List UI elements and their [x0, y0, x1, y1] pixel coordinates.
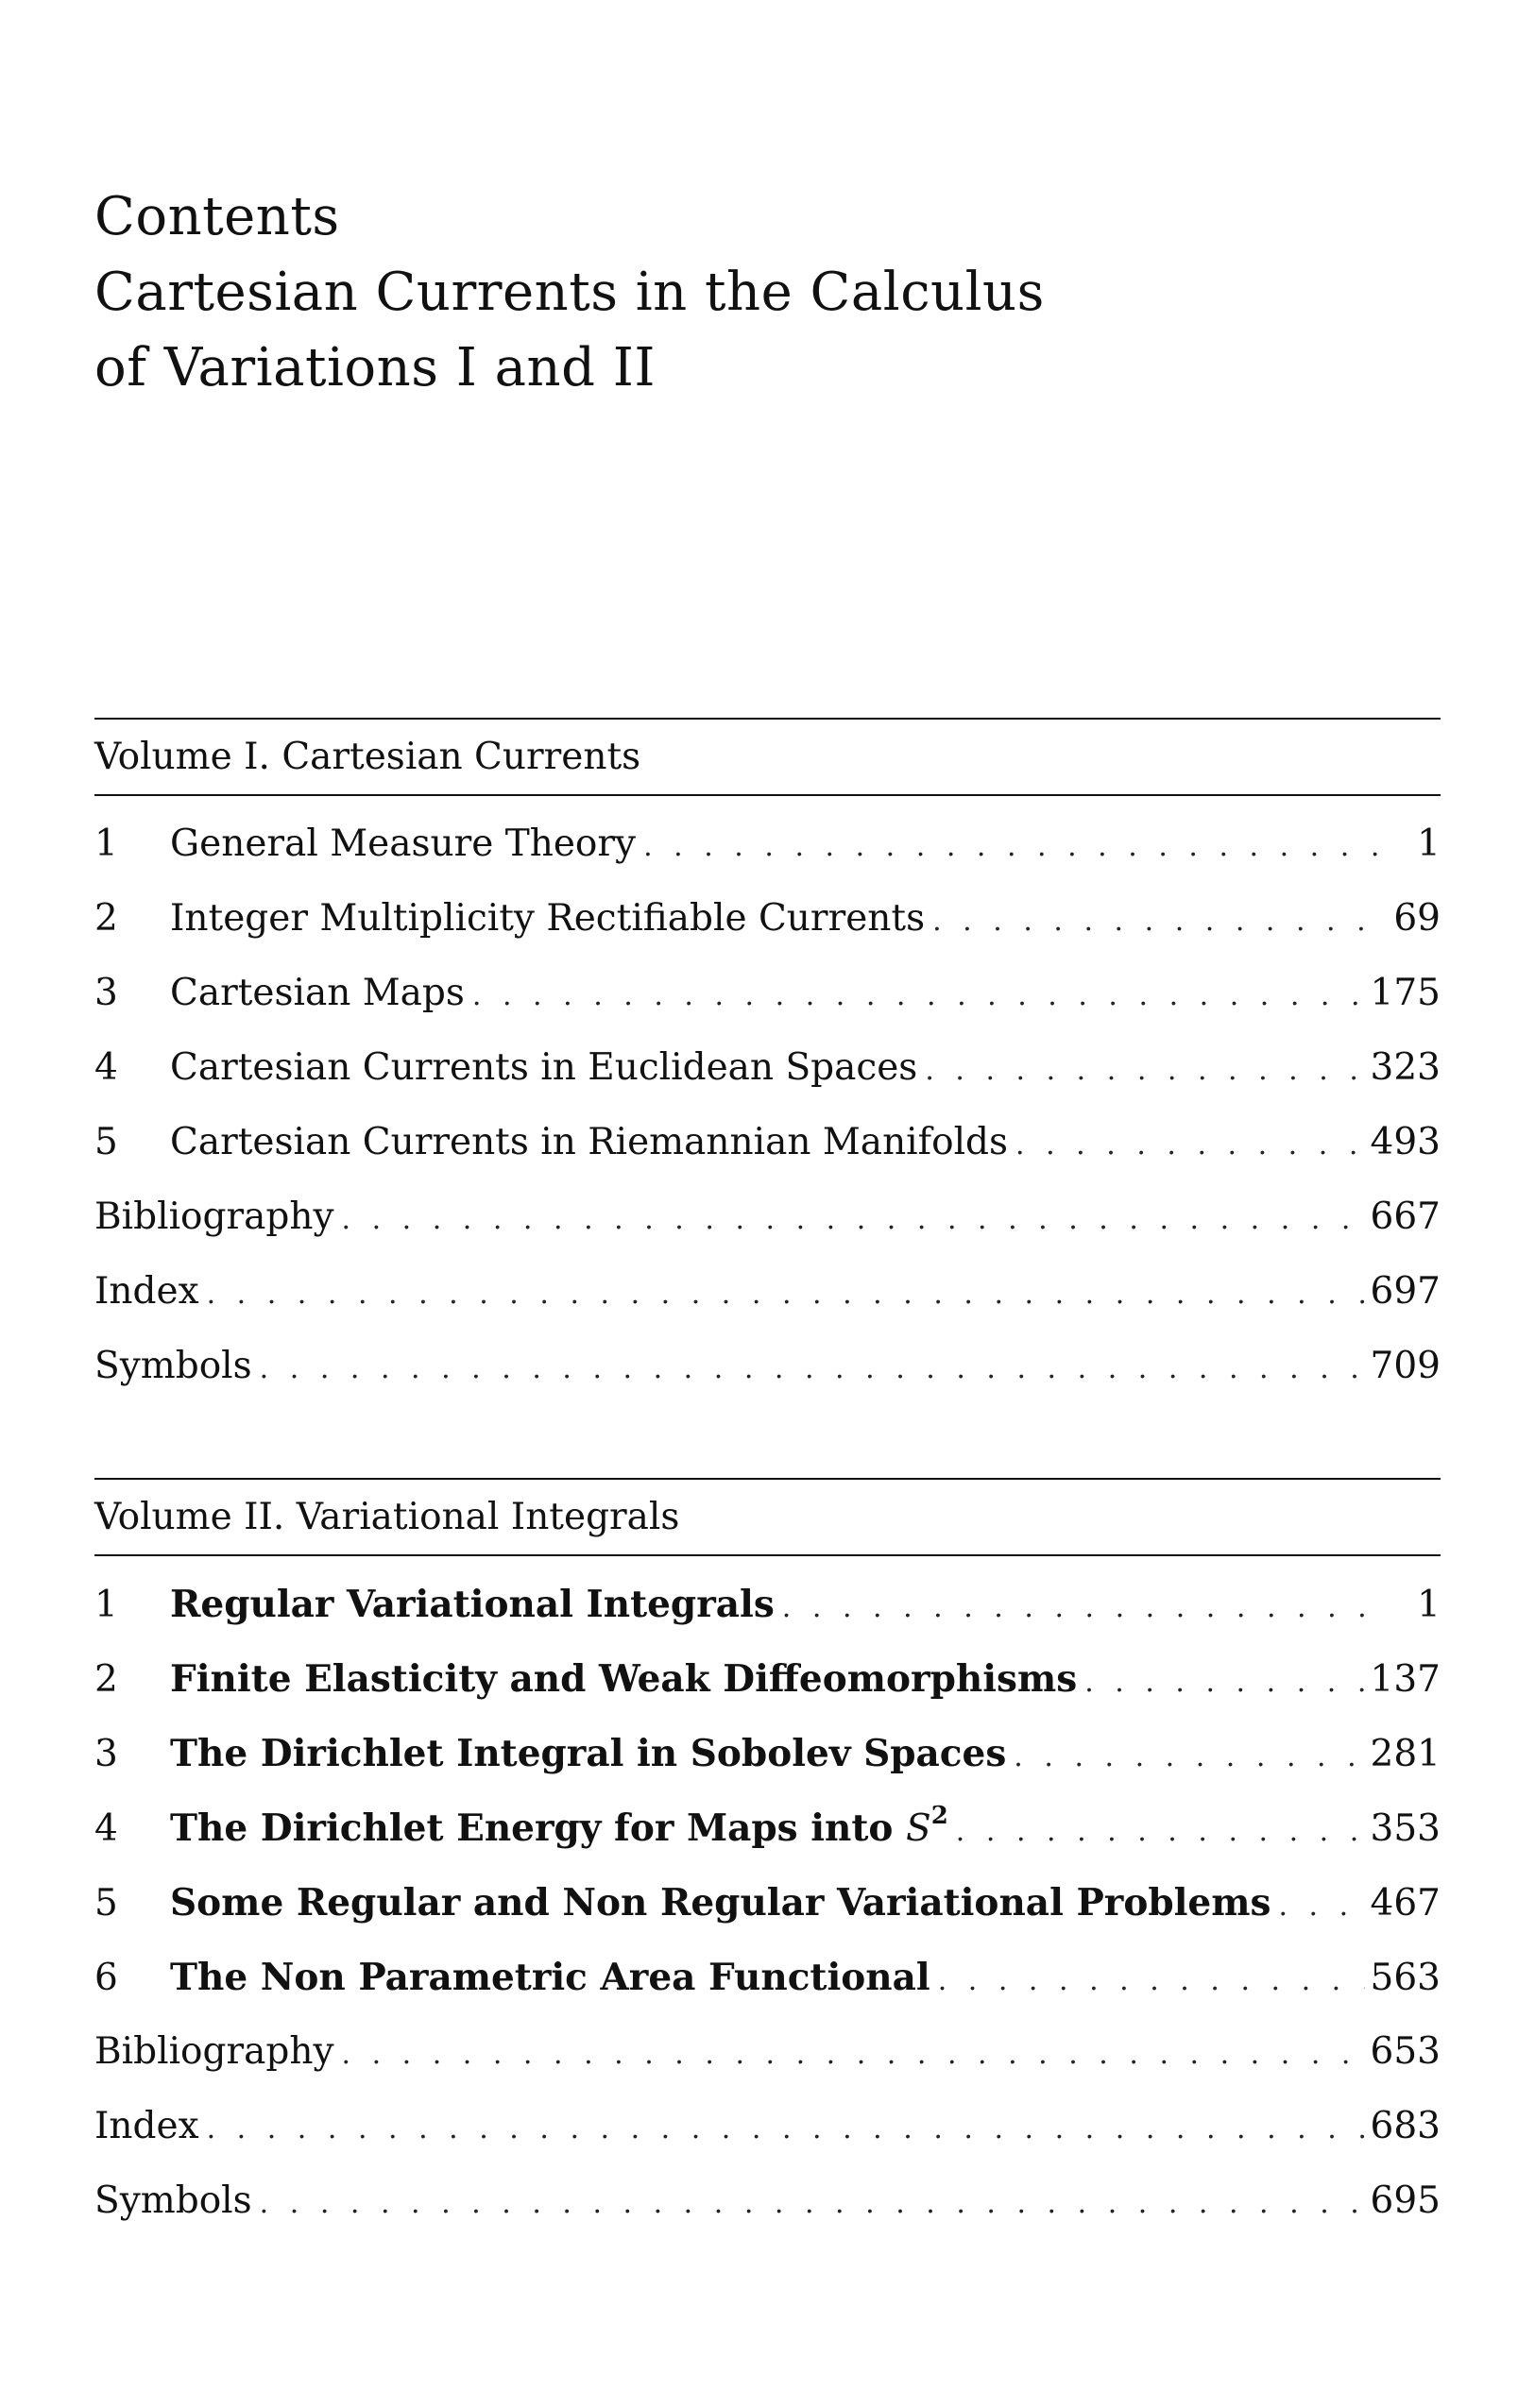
chapter-number: 4	[94, 1046, 118, 1089]
superscript: 2	[930, 1802, 948, 1830]
dot-leader	[207, 2108, 1365, 2151]
top-rule	[94, 718, 1441, 720]
chapter-number: 2	[94, 897, 118, 940]
dot-leader	[342, 1198, 1365, 1242]
dot-leader	[938, 1959, 1365, 2003]
page-number: 695	[1370, 2179, 1441, 2222]
page-number: 667	[1370, 1196, 1441, 1238]
sphere-symbol: S	[905, 1807, 931, 1850]
dot-leader	[342, 2033, 1365, 2077]
dot-leader	[207, 1273, 1365, 1316]
dot-leader	[1278, 1885, 1364, 1928]
chapter-title: Regular Variational Integrals	[170, 1583, 775, 1626]
dot-leader	[956, 1810, 1365, 1854]
toc-entry[interactable]	[94, 1732, 1441, 1806]
page-number: 323	[1370, 1046, 1441, 1089]
backmatter-title: Bibliography	[94, 2030, 334, 2073]
chapter-title: Cartesian Maps	[170, 972, 465, 1014]
page-number: 709	[1370, 1345, 1441, 1387]
chapter-number: 6	[94, 1957, 118, 1999]
dot-leader	[260, 1348, 1365, 1391]
toc-entry[interactable]	[94, 1956, 1441, 2030]
dot-leader	[472, 975, 1365, 1018]
dot-leader	[782, 1586, 1378, 1630]
toc-entry[interactable]	[94, 1657, 1441, 1732]
page-number: 137	[1370, 1658, 1441, 1701]
dot-leader	[1014, 1736, 1364, 1779]
chapter-title: The Non Parametric Area Functional	[170, 1956, 930, 1999]
dot-leader	[1084, 1661, 1364, 1704]
chapter-title: Finite Elasticity and Weak Diffeomorphisms	[170, 1657, 1078, 1701]
volume-2-section	[94, 1478, 1441, 2254]
page-number: 1	[1417, 1584, 1441, 1626]
toc-entry[interactable]	[94, 822, 1441, 897]
chapter-number: 3	[94, 1733, 118, 1775]
top-rule	[94, 1478, 1441, 1480]
toc-backmatter-entry[interactable]	[94, 1270, 1441, 1345]
page-number: 467	[1370, 1882, 1441, 1925]
backmatter-title: Index	[94, 1270, 199, 1313]
backmatter-title: Index	[94, 2105, 199, 2147]
toc-list	[94, 796, 1441, 1419]
chapter-title: The Dirichlet Integral in Sobolev Spaces	[170, 1732, 1007, 1775]
chapter-number: 3	[94, 972, 118, 1014]
page-number: 175	[1370, 972, 1441, 1014]
chapter-title: Cartesian Currents in Euclidean Spaces	[170, 1046, 918, 1089]
title-line-3: of Variations I and II	[94, 337, 656, 399]
toc-entry[interactable]	[94, 897, 1441, 972]
dot-leader	[932, 900, 1378, 943]
page-number: 563	[1370, 1957, 1441, 1999]
dot-leader	[643, 825, 1378, 869]
toc-entry[interactable]	[94, 1881, 1441, 1956]
chapter-title: Cartesian Currents in Riemannian Manifolds	[170, 1121, 1009, 1163]
page-number: 281	[1370, 1733, 1441, 1775]
toc-entry[interactable]	[94, 1583, 1441, 1657]
chapter-number: 5	[94, 1882, 118, 1925]
toc-entry[interactable]	[94, 1802, 1441, 1881]
toc-backmatter-entry[interactable]	[94, 2030, 1441, 2105]
title-line-1: Contents	[94, 186, 340, 247]
chapter-title: General Measure Theory	[170, 822, 637, 865]
page-number: 653	[1370, 2030, 1441, 2073]
backmatter-title: Bibliography	[94, 1196, 334, 1238]
toc-entry[interactable]	[94, 1121, 1441, 1196]
chapter-number: 4	[94, 1807, 118, 1850]
dot-leader	[925, 1049, 1364, 1093]
toc-entry[interactable]	[94, 1046, 1441, 1121]
title-line-2: Cartesian Currents in the Calculus	[94, 262, 1045, 323]
chapter-title	[170, 1802, 948, 1851]
chapter-number: 2	[94, 1658, 118, 1701]
page-number: 353	[1370, 1807, 1441, 1850]
page-number: 493	[1370, 1121, 1441, 1163]
toc-entry[interactable]	[94, 972, 1441, 1046]
page-number: 69	[1393, 897, 1441, 940]
toc-list	[94, 1556, 1441, 2254]
volume-1-section	[94, 718, 1441, 1419]
backmatter-title: Symbols	[94, 2179, 252, 2222]
chapter-number: 1	[94, 822, 118, 865]
chapter-number: 1	[94, 1584, 118, 1626]
page-title	[94, 179, 1436, 406]
toc-backmatter-entry[interactable]	[94, 1196, 1441, 1270]
chapter-title: Some Regular and Non Regular Variational Problems	[170, 1881, 1271, 1925]
dot-leader	[260, 2182, 1365, 2226]
page-number: 697	[1370, 1270, 1441, 1313]
volume-heading: Volume II. Variational Integrals	[94, 1496, 680, 1538]
page-number: 1	[1417, 822, 1441, 865]
volume-heading: Volume I. Cartesian Currents	[94, 736, 641, 778]
page-number: 683	[1370, 2105, 1441, 2147]
chapter-title-text: The Dirichlet Energy for Maps into	[170, 1806, 894, 1850]
dot-leader	[1015, 1124, 1365, 1167]
toc-backmatter-entry[interactable]	[94, 2179, 1441, 2254]
chapter-title: Integer Multiplicity Rectifiable Currents	[170, 897, 926, 940]
toc-backmatter-entry[interactable]	[94, 1345, 1441, 1419]
backmatter-title: Symbols	[94, 1345, 252, 1387]
toc-backmatter-entry[interactable]	[94, 2105, 1441, 2179]
chapter-number: 5	[94, 1121, 118, 1163]
